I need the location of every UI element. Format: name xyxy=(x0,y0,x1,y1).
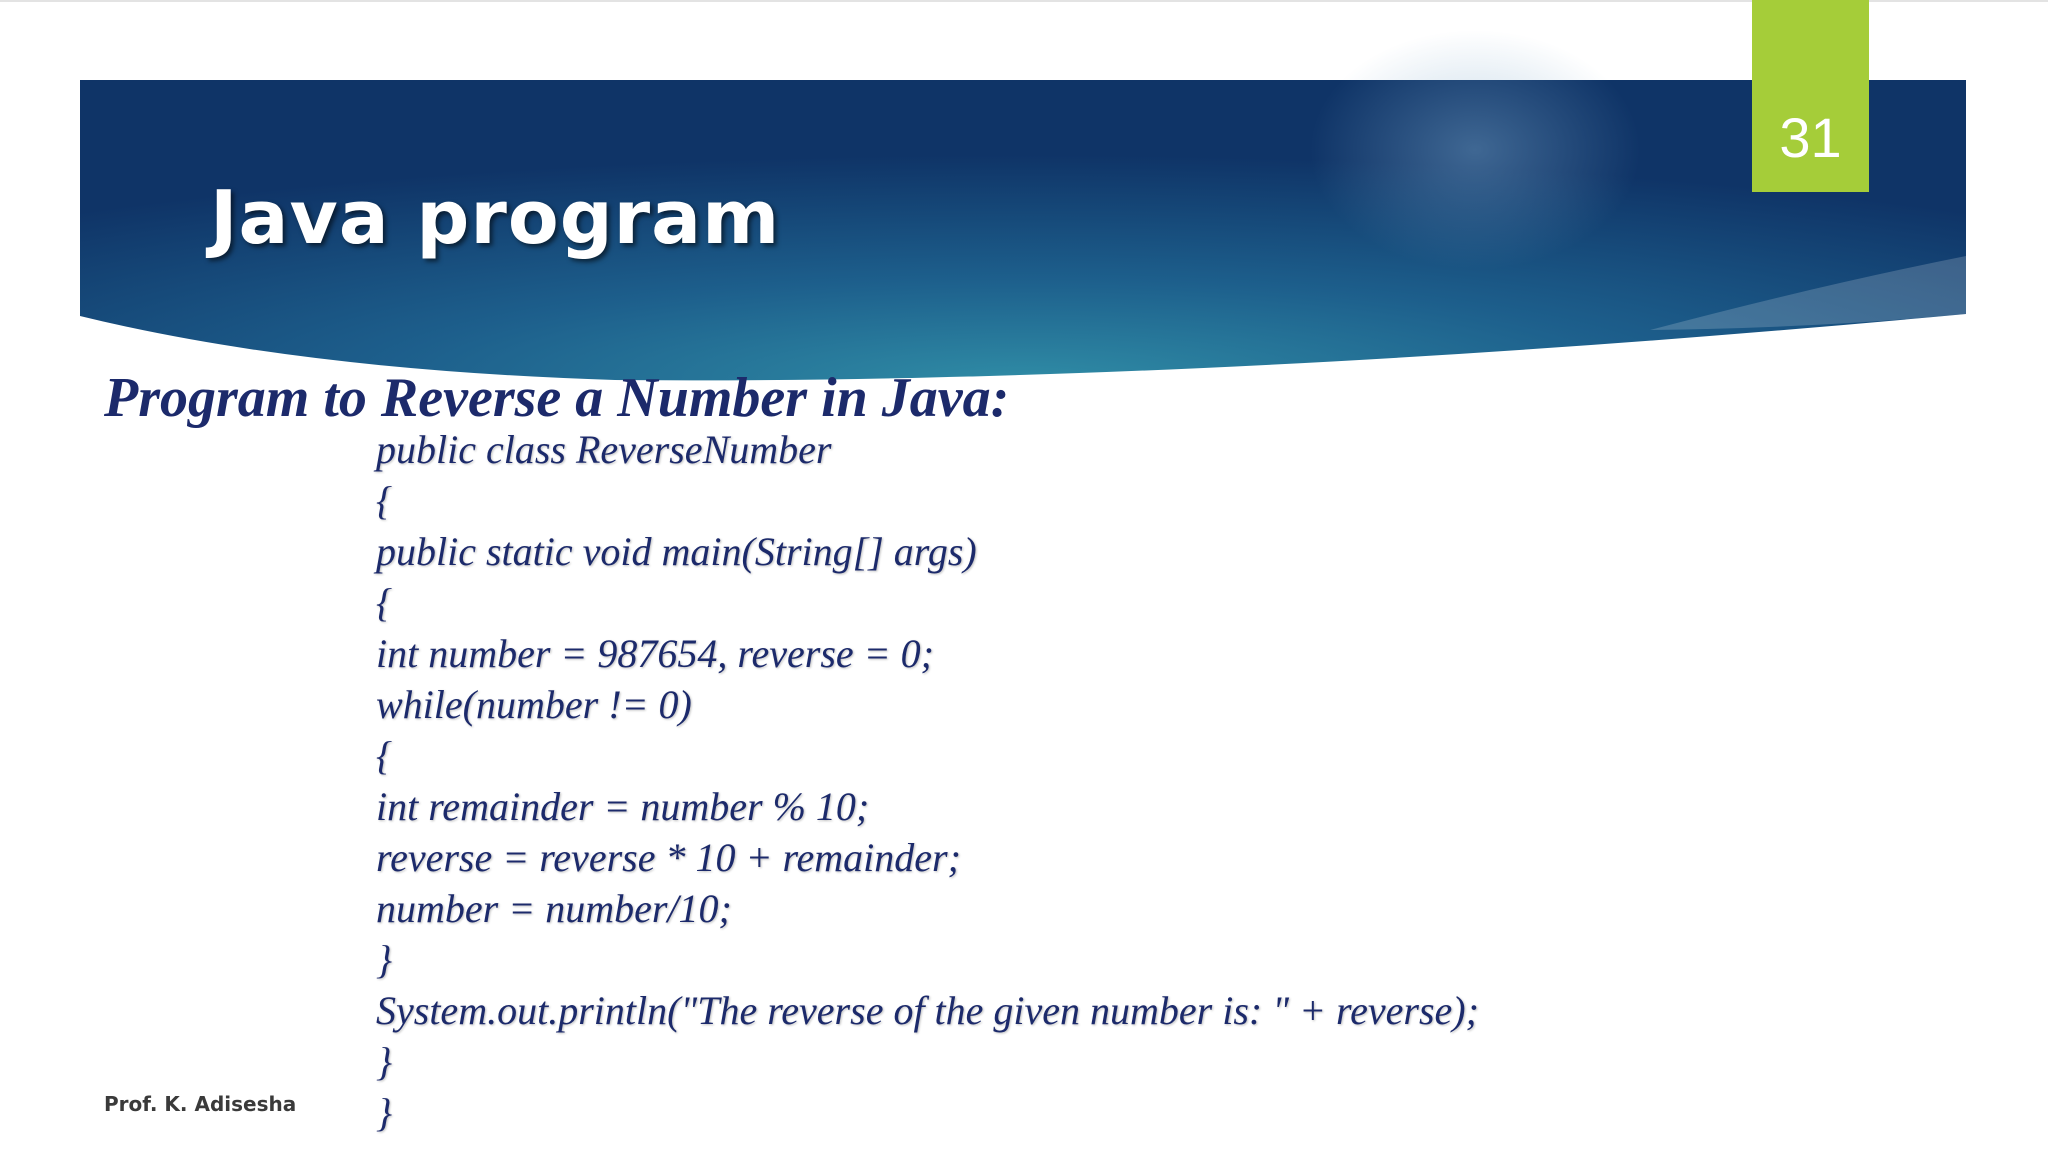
code-line: } xyxy=(376,937,392,982)
code-block xyxy=(376,424,1479,1138)
code-line: int remainder = number % 10; xyxy=(376,784,870,829)
code-line: } xyxy=(376,1090,392,1135)
program-heading: Program to Reverse a Number in Java: xyxy=(104,367,1010,429)
code-line: public static void main(String[] args) xyxy=(376,529,977,574)
code-line: reverse = reverse * 10 + remainder; xyxy=(376,835,961,880)
code-line: } xyxy=(376,1039,392,1084)
code-line: { xyxy=(376,733,392,778)
code-line: { xyxy=(376,478,392,523)
slide-number-badge xyxy=(1752,0,1869,192)
footer-author: Prof. K. Adisesha xyxy=(104,1092,297,1116)
slide-title: Java program xyxy=(210,175,781,261)
code-line: number = number/10; xyxy=(376,886,732,931)
code-line: public class ReverseNumber xyxy=(376,427,832,472)
code-line: { xyxy=(376,580,392,625)
code-line: System.out.println("The reverse of the given number is: " + reverse); xyxy=(376,988,1479,1033)
slide-number: 31 xyxy=(1779,106,1842,169)
code-line: int number = 987654, reverse = 0; xyxy=(376,631,934,676)
code-line: while(number != 0) xyxy=(376,682,692,727)
